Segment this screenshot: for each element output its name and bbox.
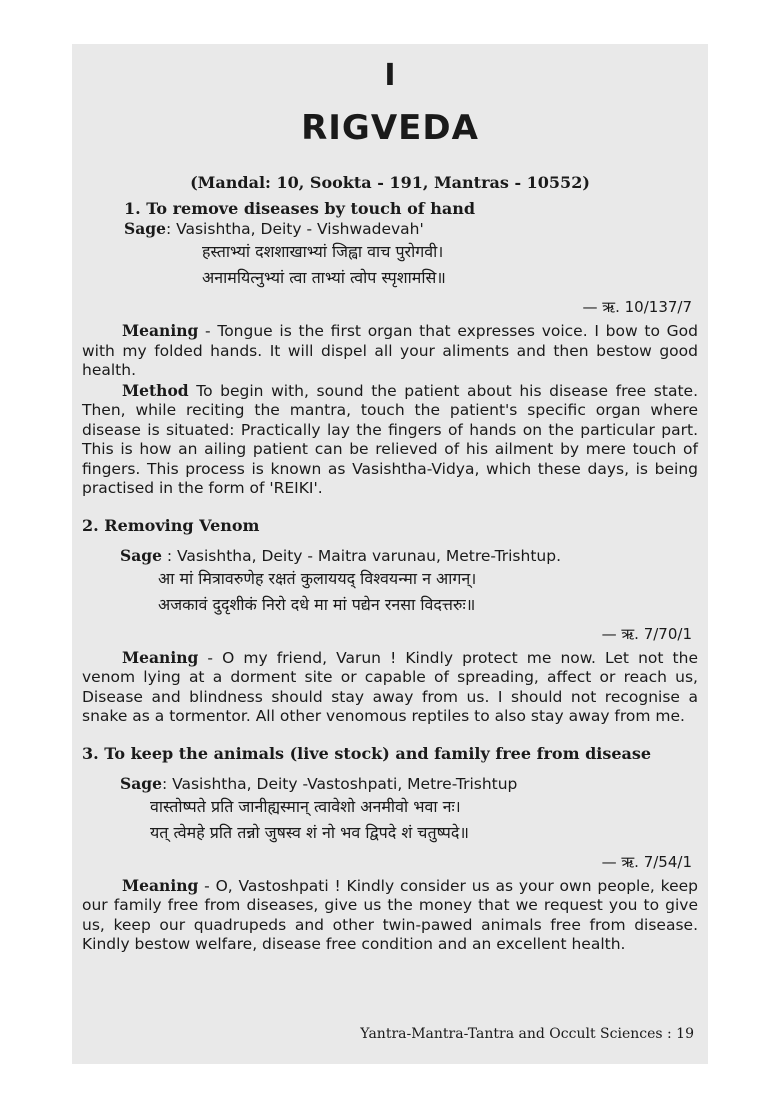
paragraph-label: Meaning [122,875,199,895]
chapter-title: RIGVEDA [301,108,479,148]
sage-label: Sage [120,773,162,793]
mantra-line: वास्तोष्पते प्रति जानीह्यस्मान् त्वावेशो अनमीवो भवा नः। [150,796,461,816]
section-heading: 2. Removing Venom [82,515,260,535]
method-paragraph [82,381,698,499]
paragraph-text: - O, Vastoshpati ! Kindly consider us as your own people, keep our family free from diseases, give us the money that we request you to give us, keep our quadrupeds and other twin-pawed animals free from disease. Kindly bestow welfare, disease free condition and an excellent health. [82,876,698,953]
section-3 [82,743,698,955]
verse-source: — ऋ. 7/70/1 [601,624,692,643]
sage-text: : Vasishtha, Deity -Vastoshpati, Metre-Trishtup [161,774,518,793]
section-heading: 3. To keep the animals (live stock) and family free from disease [82,743,652,763]
mandal-reference: (Mandal: 10, Sookta - 191, Mantras - 10552) [190,173,590,192]
section-2 [82,515,698,727]
sage-label: Sage [120,545,162,565]
paragraph-text: - O my friend, Varun ! Kindly protect me now. Let not the venom lying at a dorment site or capable of spreading, affect or reach us, Disease and blindness should stay away from us. I should not recognise a snake as a tormentor. All other venomous reptiles to also stay away from me. [82,648,698,725]
sage-label: Sage [124,219,166,238]
section-1 [82,198,698,499]
verse-source: — ऋ. 7/54/1 [601,852,692,871]
sage-text: : Vasishtha, Deity - Maitra varunau, Metre-Trishtup. [161,546,562,565]
page-footer: Yantra-Mantra-Tantra and Occult Sciences : 19 [360,1026,694,1042]
sage-text: : Vasishtha, Deity - Vishwadevah' [165,220,424,238]
mantra-line: अजकावं दुदृशीकं निरो दधे मा मां पद्येन रनसा विदत्तरुः॥ [158,594,476,614]
meaning-paragraph [82,876,698,955]
book-page [72,44,708,1064]
verse-source: — ऋ. 10/137/7 [582,298,692,316]
sage-line [82,219,698,239]
mantra-line: हस्ताभ्यां दशशाखाभ्यां जिह्वा वाच पुरोगवी। [202,242,444,261]
sage-line [82,774,698,794]
paragraph-label: Meaning [122,647,199,667]
paragraph-text: - Tongue is the first organ that expresses voice. I bow to God with my folded hands. It will dispel all your aliments and then bestow good health. [82,322,698,379]
paragraph-label: Meaning [122,321,199,340]
mantra-line: आ मां मित्रावरुणेह रक्षतं कुलाययद् विश्वयन्मा न आगन्। [158,568,477,588]
chapter-number: I [384,58,396,93]
paragraph-label: Method [122,380,189,400]
mantra-line: यत् त्वेमहे प्रति तन्नो जुषस्व शं नो भव द्विपदे शं चतुष्पदे॥ [150,822,469,842]
meaning-paragraph [82,321,698,381]
sage-line [82,546,698,566]
meaning-paragraph [82,648,698,727]
mantra-line: अनामयित्नुभ्यां त्वा ताभ्यां त्वोप स्पृशामसि॥ [202,268,446,287]
section-heading: 1. To remove diseases by touch of hand [124,199,476,218]
paragraph-text: To begin with, sound the patient about his disease free state. Then, while reciting the mantra, touch the patient's specific organ where disease is situated: Practically lay the fingers of hands on the particular part. This is how an ailing patient can be relieved of his ailment by mere touch of fingers. This process is known as Vasishtha-Vidya, which these days, is being practised in the form of 'REIKI'. [82,381,698,497]
